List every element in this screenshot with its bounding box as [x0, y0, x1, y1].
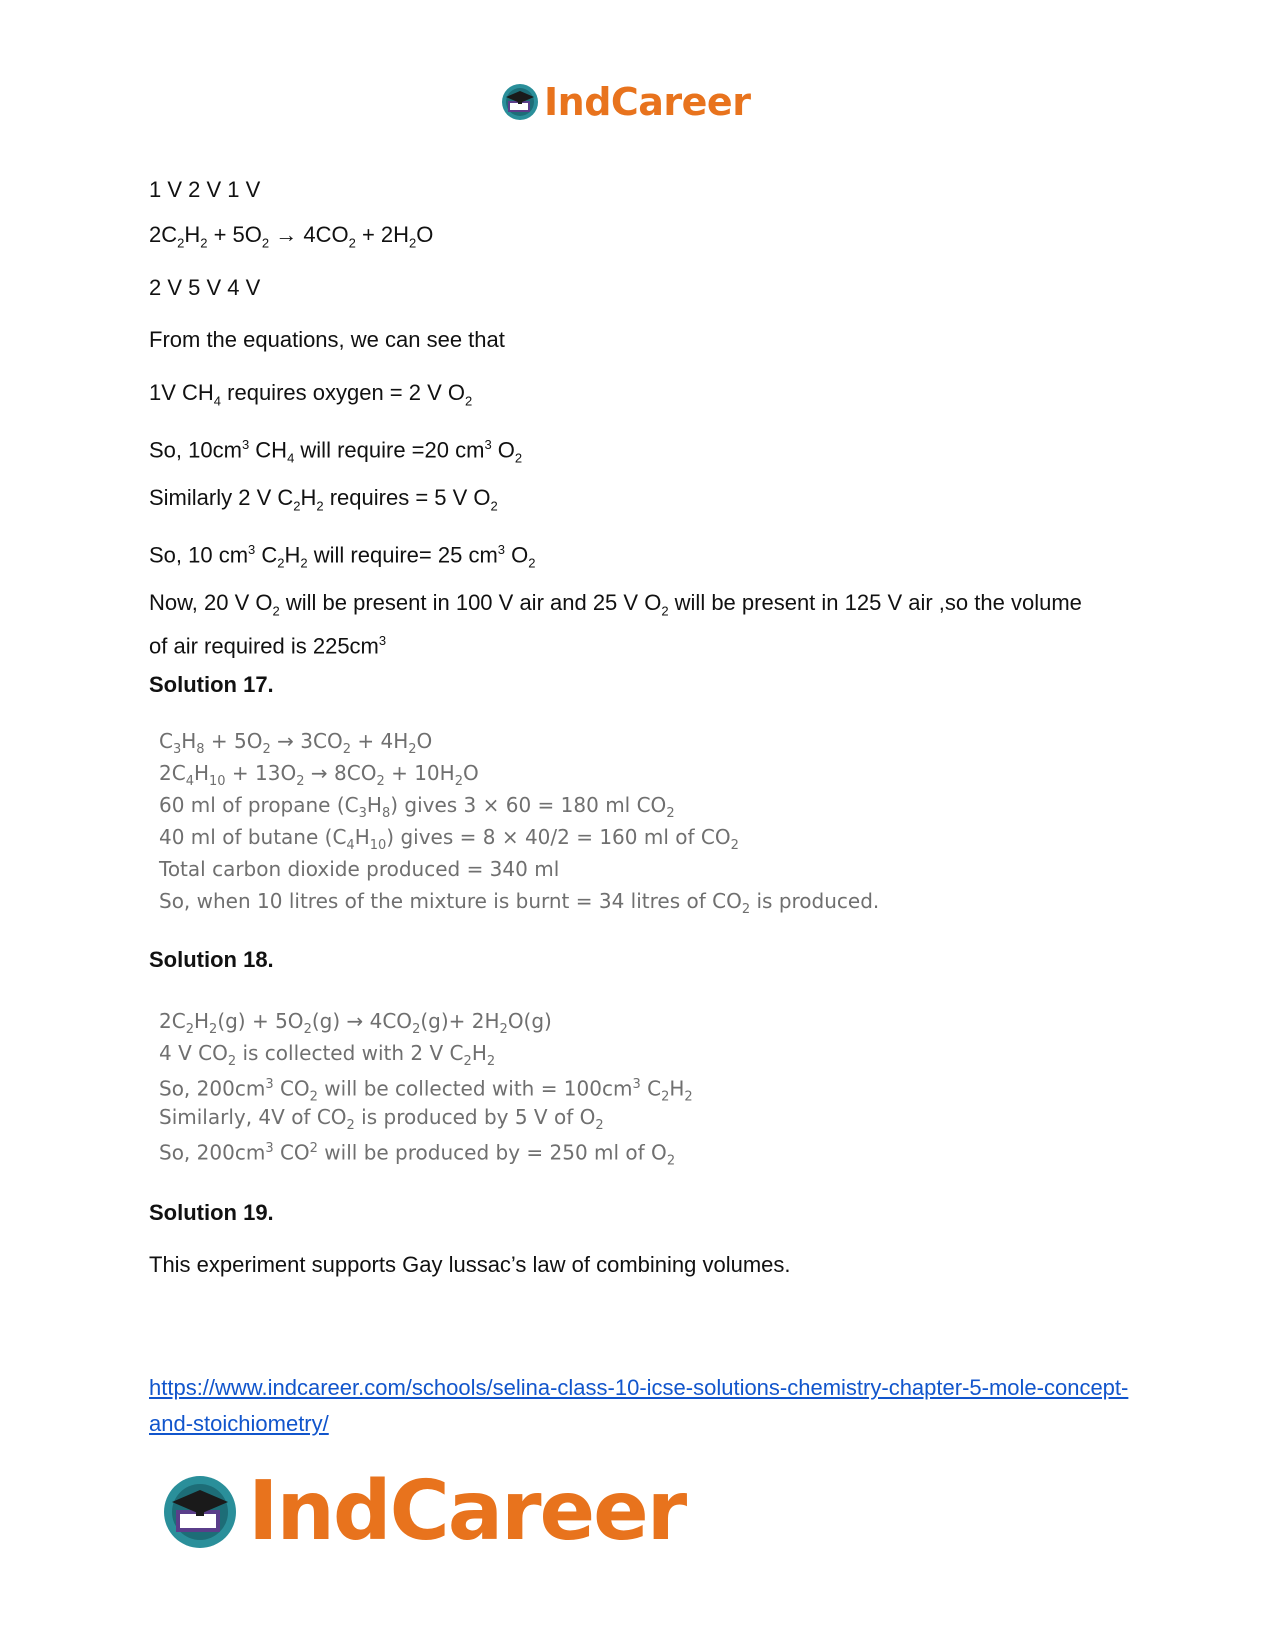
- eq-line: $2C_2H_2(g) + 5O_2(g) \to 4CO_2(g)+ 2H_2O(g)$: [159, 1009, 552, 1037]
- eq-line: So, $200cm^3$ $CO^2$ will be produced by = 250 ml of $O_2$: [159, 1140, 676, 1169]
- source-link[interactable]: https://www.indcareer.com/schools/selina-class-10-icse-solutions-chemistry-chapter-5-mole-concept-and-stoichiometry/: [149, 1375, 1129, 1436]
- solution-19-heading: Solution 19.: [149, 1200, 274, 1225]
- indcareer-logo-bottom: [160, 1464, 685, 1559]
- brand-name: IndCareer: [544, 80, 751, 124]
- text-ch4-oxygen: 1V $CH_4$ requires oxygen = 2 V $O_2$: [149, 380, 473, 409]
- eq-line: So, when 10 litres of the mixture is burnt = 34 litres of $CO_2$ is produced.: [159, 889, 880, 917]
- solution-19-text: This experiment supports Gay lussac’s law of combining volumes.: [149, 1252, 791, 1277]
- text-ch4-10cm: So, $10cm^3$ $CH_4$ will require =20 $cm^3$ $O_2$: [149, 437, 523, 466]
- solution-17-image: [159, 725, 879, 917]
- eq-line: $2C_4H_{10} + 13O_2 \to 8CO_2 + 10H_2O$: [159, 761, 479, 789]
- eq-line: Similarly, 4V of $CO_2$ is produced by 5 V of $O_2$: [159, 1105, 604, 1133]
- eq-line: $C_3H_8 + 5O_2 \to 3CO_2 + 4H_2O$: [159, 729, 433, 757]
- text-from-equations: From the equations, we can see that: [149, 327, 505, 352]
- graduation-cap-icon: [160, 1472, 240, 1552]
- solution-18-heading: Solution 18.: [149, 947, 274, 972]
- eq-line: 40 ml of butane $(C_4H_{10})$ gives = 8 × 40/2 = 160 ml of $CO_2$: [159, 825, 739, 853]
- indcareer-logo-top: [500, 80, 750, 124]
- eq-line: Total carbon dioxide produced = 340 ml: [159, 857, 560, 881]
- eq-line: So, $200cm^3$ $CO_2$ will be collected with = $100cm^3$ $C_2H_2$: [159, 1076, 693, 1105]
- text-air-volume: Now, 20 V $O_2$ will be present in 100 V air and 25 V $O_2$ will be present in 125 V air ,so the volume of air required is $225cm^3$: [149, 590, 1082, 659]
- volume-ratio-line-2: 2 V 5 V 4 V: [149, 275, 261, 300]
- graduation-cap-icon: [500, 82, 540, 122]
- eq-line: 4 V $CO_2$ is collected with 2 V $C_2H_2$: [159, 1041, 496, 1069]
- text-c2h2-oxygen: Similarly 2 V $C_2H_2$ requires = 5 V $O_2$: [149, 485, 498, 514]
- eq-line: 60 ml of propane $(C_3H_8)$ gives 3 × 60 = 180 ml $CO_2$: [159, 793, 675, 821]
- brand-name: IndCareer: [248, 1464, 686, 1559]
- volume-ratio-line: 1 V 2 V 1 V: [149, 177, 261, 202]
- solution-18-image: [159, 1005, 693, 1169]
- text-c2h2-10cm: So, 10 $cm^3$ $C_2H_2$ will require= 25 $cm^3$ $O_2$: [149, 542, 536, 571]
- equation-acetylene: $2C_2H_2 + 5O_2 \to 4CO_2 + 2H_2O$: [149, 222, 434, 251]
- solution-17-heading: Solution 17.: [149, 672, 274, 697]
